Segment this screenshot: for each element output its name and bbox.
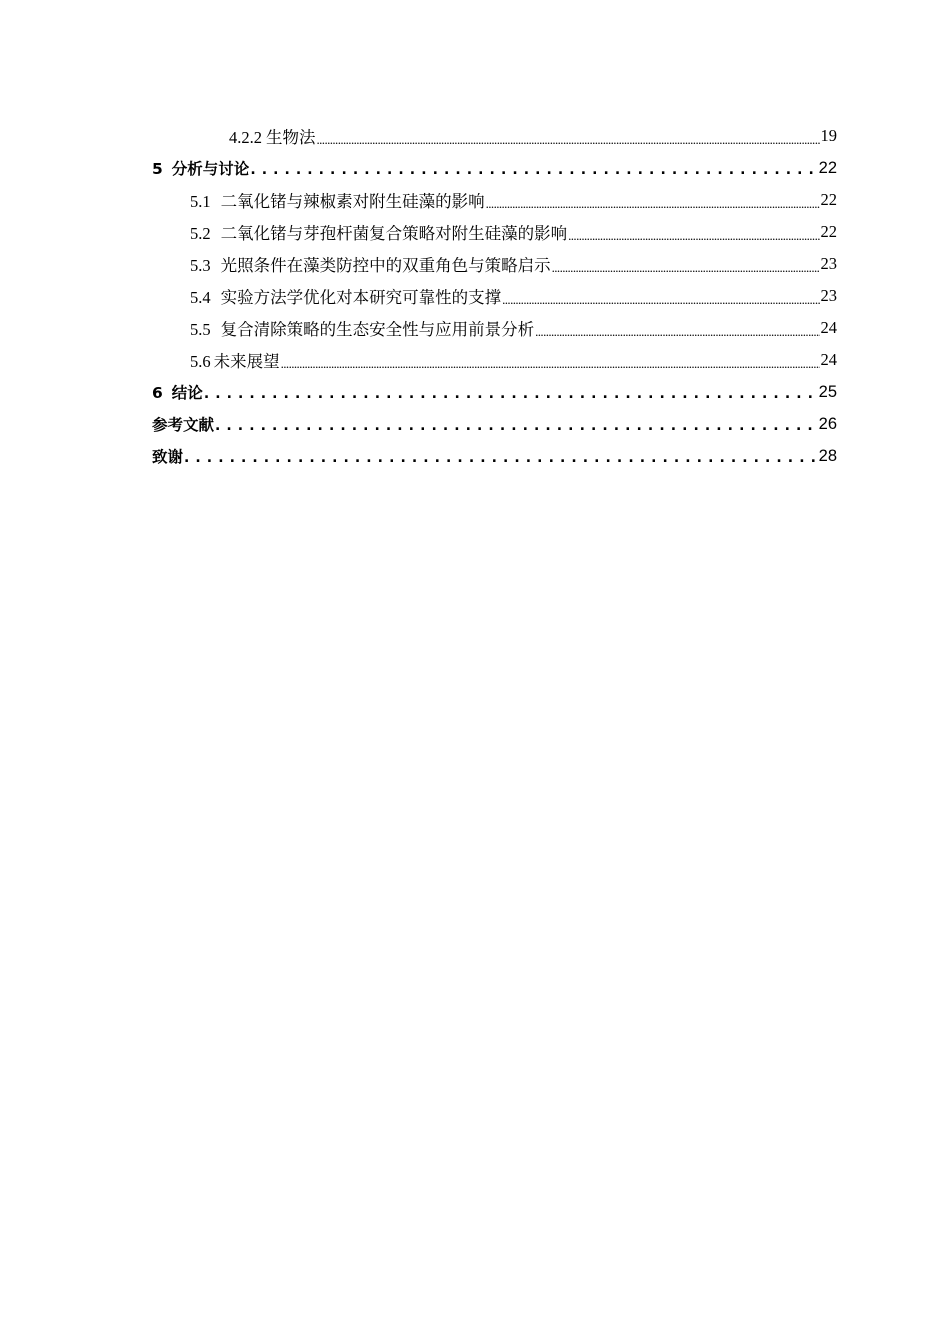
toc-entry-5-2[interactable] <box>152 216 837 248</box>
toc-entry-number: 5.2 <box>190 224 211 243</box>
dot-leader <box>281 353 820 373</box>
toc-entry-number: 4.2.2 <box>229 128 262 147</box>
toc-entry-5-6[interactable] <box>152 344 837 376</box>
toc-entry-title <box>190 284 501 308</box>
toc-page-number: 22 <box>820 222 837 241</box>
dot-leader <box>535 321 819 341</box>
toc-entry-5-5[interactable] <box>152 312 837 344</box>
dot-leader <box>317 129 820 149</box>
toc-entry-number: 6 <box>152 384 163 402</box>
dot-leader <box>552 257 820 277</box>
dot-leader <box>250 160 817 178</box>
toc-entry-title <box>190 188 485 212</box>
toc-entry-title <box>190 316 534 340</box>
dot-leader <box>184 448 818 466</box>
toc-entry-references[interactable] <box>152 408 837 440</box>
toc-entry-text: 复合清除策略的生态安全性与应用前景分析 <box>220 320 535 339</box>
toc-entry-number: 5.3 <box>190 256 211 275</box>
toc-entry-text: 结论 <box>171 384 203 402</box>
toc-entry-title <box>190 348 280 372</box>
toc-entry-5-4[interactable] <box>152 280 837 312</box>
toc-page-number: 19 <box>820 126 837 145</box>
toc-entry-title <box>152 413 214 435</box>
dot-leader <box>486 193 820 213</box>
toc-entry-text: 致谢 <box>152 448 184 466</box>
toc-entry-acknowledgements[interactable] <box>152 440 837 472</box>
toc-entry-text: 二氧化锗与辣椒素对附生硅藻的影响 <box>220 192 485 211</box>
toc-entry-text: 参考文献 <box>152 416 215 434</box>
toc-entry-number: 5.6 <box>190 352 211 371</box>
toc-entry-text: 未来展望 <box>213 352 280 371</box>
toc-page-number: 26 <box>818 414 837 433</box>
toc-entry-title <box>190 252 551 276</box>
toc-page-number: 22 <box>818 158 837 177</box>
table-of-contents <box>152 120 837 472</box>
toc-entry-text: 分析与讨论 <box>171 160 250 178</box>
toc-entry-number: 5.5 <box>190 320 211 339</box>
toc-page-number: 28 <box>818 446 837 465</box>
toc-entry-title <box>152 381 203 403</box>
toc-page-number: 22 <box>820 190 837 209</box>
dot-leader <box>568 225 819 245</box>
dot-leader <box>204 384 818 402</box>
toc-entry-title <box>229 124 316 148</box>
toc-entry-5[interactable] <box>152 152 837 184</box>
dot-leader <box>215 416 818 434</box>
toc-entry-text: 实验方法学优化对本研究可靠性的支撑 <box>220 288 502 307</box>
toc-page-number: 23 <box>820 254 837 273</box>
toc-entry-text: 光照条件在藻类防控中的双重角色与策略启示 <box>220 256 551 275</box>
toc-page-number: 24 <box>820 318 837 337</box>
toc-entry-text: 生物法 <box>266 128 316 147</box>
toc-page-number: 25 <box>818 382 837 401</box>
toc-page-number: 23 <box>820 286 837 305</box>
dot-leader <box>502 289 819 309</box>
toc-entry-number: 5.1 <box>190 192 211 211</box>
toc-entry-6[interactable] <box>152 376 837 408</box>
toc-entry-title <box>152 157 249 179</box>
toc-entry-5-1[interactable] <box>152 184 837 216</box>
toc-entry-title <box>152 445 183 467</box>
toc-entry-5-3[interactable] <box>152 248 837 280</box>
toc-entry-title <box>190 220 567 244</box>
toc-entry-number: 5.4 <box>190 288 211 307</box>
toc-entry-number: 5 <box>152 160 163 178</box>
toc-page-number: 24 <box>820 350 837 369</box>
toc-entry-text: 二氧化锗与芽孢杆菌复合策略对附生硅藻的影响 <box>220 224 568 243</box>
toc-entry-4-2-2[interactable] <box>152 120 837 152</box>
